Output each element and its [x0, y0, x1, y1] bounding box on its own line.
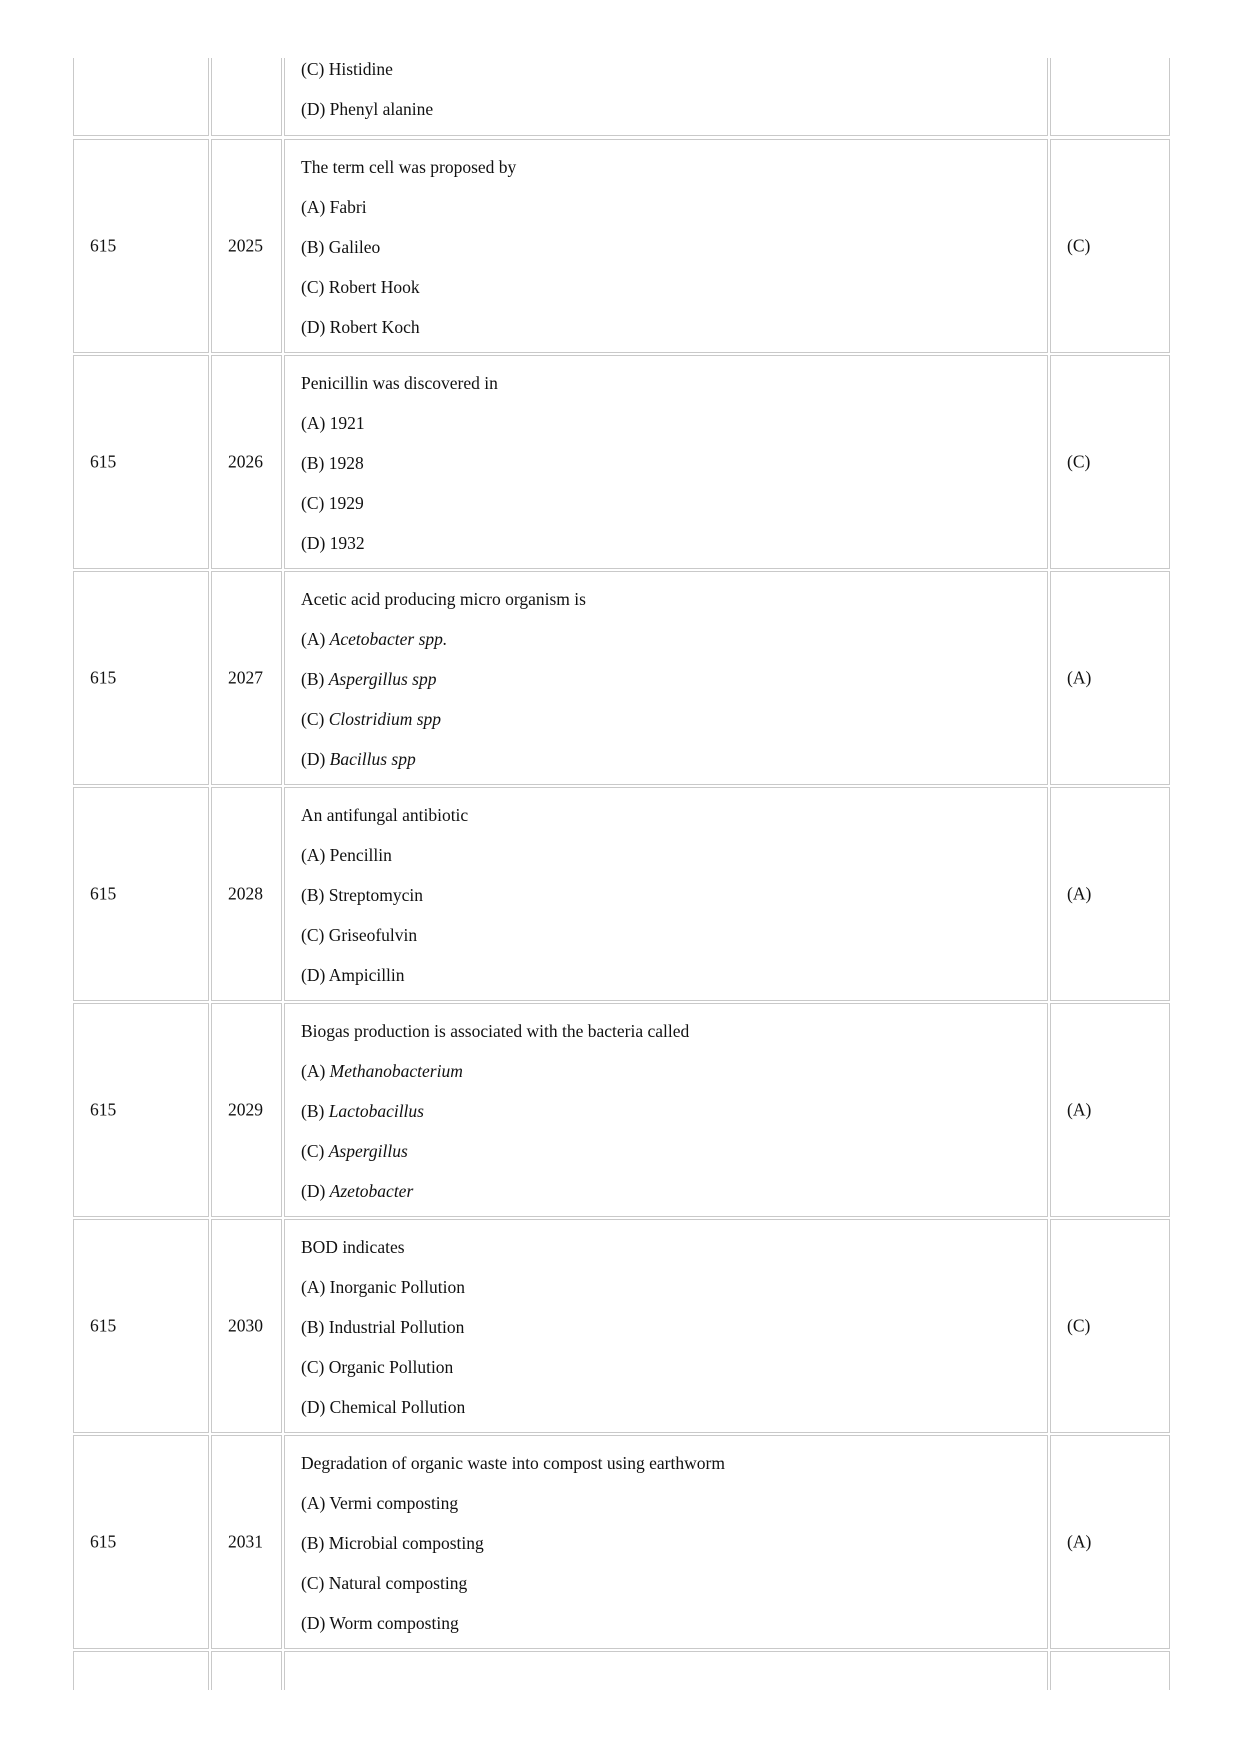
answer-value: (C) [1067, 1315, 1091, 1336]
answer-value: (A) [1067, 1531, 1092, 1552]
question-cell [284, 787, 1048, 1001]
option-text: Worm composting [329, 1613, 459, 1633]
option-text: Acetobacter spp. [329, 629, 448, 649]
option-label: (B) [301, 885, 329, 905]
partial-row-cell [1050, 1651, 1170, 1690]
option-label: (A) [301, 197, 330, 217]
code-cell [73, 139, 209, 353]
answer-cell [1050, 139, 1170, 353]
option-line [301, 452, 1037, 492]
question-number: 2030 [228, 1315, 263, 1336]
option-label: (B) [301, 669, 329, 689]
code-cell [73, 571, 209, 785]
option-line [301, 492, 1037, 532]
question-number: 2028 [228, 883, 263, 904]
option-label: (D) [301, 99, 330, 119]
code-cell [73, 1219, 209, 1433]
option-label: (D) [301, 749, 330, 769]
answer-cell [1050, 1003, 1170, 1217]
option-label: (C) [301, 59, 329, 79]
option-line [301, 1532, 1037, 1572]
option-line [301, 276, 1037, 316]
answer-cell [1050, 1219, 1170, 1433]
option-text: Lactobacillus [328, 1101, 424, 1121]
question-number-cell [211, 1003, 282, 1217]
question-cell [284, 1435, 1048, 1649]
option-text: 1929 [328, 493, 364, 513]
option-line [301, 1612, 1037, 1652]
question-number-cell [211, 787, 282, 1001]
option-label: (D) [301, 533, 330, 553]
option-line [301, 1356, 1037, 1396]
option-line [301, 668, 1037, 708]
option-label: (C) [301, 493, 329, 513]
option-line [301, 1140, 1037, 1180]
option-label: (D) [301, 1181, 330, 1201]
option-label: (B) [301, 1101, 329, 1121]
answer-value: (C) [1067, 451, 1091, 472]
question-text: Penicillin was discovered in [301, 373, 498, 393]
option-label: (C) [301, 709, 329, 729]
code-value: 615 [90, 883, 117, 904]
question-number: 2029 [228, 1099, 263, 1120]
option-text: Robert Hook [328, 277, 420, 297]
option-line [301, 1180, 1037, 1220]
option-label: (A) [301, 1277, 330, 1297]
option-label: (C) [301, 925, 329, 945]
option-text: Galileo [328, 237, 381, 257]
code-cell [73, 787, 209, 1001]
option-label: (B) [301, 1317, 329, 1337]
partial-row-cell [1050, 58, 1170, 136]
option-text: Industrial Pollution [328, 1317, 465, 1337]
question-text: BOD indicates [301, 1237, 405, 1257]
partial-row-cell [211, 58, 282, 136]
question-cell [284, 355, 1048, 569]
question-text: Degradation of organic waste into compost using earthworm [301, 1453, 725, 1473]
option-text: Griseofulvin [328, 925, 418, 945]
question-number-cell [211, 355, 282, 569]
partial-row-cell [284, 58, 1048, 136]
option-line [301, 236, 1037, 276]
question-block [301, 804, 1037, 1004]
option-text: Chemical Pollution [329, 1397, 466, 1417]
option-line [301, 1492, 1037, 1532]
code-value: 615 [90, 1099, 117, 1120]
option-label: (A) [301, 845, 330, 865]
option-text: Histidine [328, 59, 393, 79]
option-text: Vermi composting [329, 1493, 459, 1513]
partial-row-cell [284, 1651, 1048, 1690]
question-cell [284, 571, 1048, 785]
question-number: 2026 [228, 451, 263, 472]
answer-value: (A) [1067, 1099, 1092, 1120]
option-line [301, 532, 1037, 572]
code-value: 615 [90, 1531, 117, 1552]
option-label: (D) [301, 317, 330, 337]
option-label: (B) [301, 237, 329, 257]
option-line [301, 1572, 1037, 1612]
option-text: Aspergillus [328, 1141, 408, 1161]
code-value: 615 [90, 235, 117, 256]
question-text: Acetic acid producing micro organism is [301, 589, 586, 609]
question-cell [284, 1003, 1048, 1217]
option-label: (C) [301, 1141, 329, 1161]
option-label: (D) [301, 1397, 330, 1417]
option-line [301, 628, 1037, 668]
question-block [301, 372, 1037, 572]
question-number: 2031 [228, 1531, 263, 1552]
code-value: 615 [90, 667, 117, 688]
option-text: Streptomycin [328, 885, 423, 905]
option-line [301, 1276, 1037, 1316]
code-value: 615 [90, 1315, 117, 1336]
option-label: (A) [301, 1061, 330, 1081]
answer-value: (A) [1067, 883, 1092, 904]
option-label: (D) [301, 965, 329, 985]
question-cell [284, 139, 1048, 353]
code-cell [73, 1435, 209, 1649]
question-block [301, 1020, 1037, 1220]
question-options [301, 58, 1037, 138]
question-number-cell [211, 1219, 282, 1433]
option-line [301, 1316, 1037, 1356]
option-label: (B) [301, 1533, 329, 1553]
option-text: Phenyl alanine [329, 99, 434, 119]
code-cell [73, 355, 209, 569]
partial-row-cell [73, 1651, 209, 1690]
option-text: Natural composting [328, 1573, 468, 1593]
question-text: The term cell was proposed by [301, 157, 517, 177]
question-cell [284, 1219, 1048, 1433]
option-line [301, 98, 1037, 138]
question-block [301, 1236, 1037, 1436]
option-text: Clostridium spp [328, 709, 442, 729]
option-label: (C) [301, 1357, 329, 1377]
option-line [301, 1100, 1037, 1140]
question-text: Biogas production is associated with the bacteria called [301, 1021, 690, 1041]
option-line [301, 316, 1037, 356]
question-block [301, 588, 1037, 788]
option-line [301, 844, 1037, 884]
option-line [301, 924, 1037, 964]
option-label: (A) [301, 629, 330, 649]
question-block [301, 156, 1037, 356]
option-line [301, 964, 1037, 1004]
answer-cell [1050, 787, 1170, 1001]
option-label: (A) [301, 413, 330, 433]
option-line [301, 58, 1037, 98]
option-label: (A) [301, 1493, 330, 1513]
option-text: Pencillin [329, 845, 392, 865]
option-text: Aspergillus spp [328, 669, 437, 689]
answer-cell [1050, 1435, 1170, 1649]
code-value: 615 [90, 451, 117, 472]
option-line [301, 412, 1037, 452]
question-number: 2027 [228, 667, 263, 688]
answer-cell [1050, 355, 1170, 569]
option-text: Organic Pollution [328, 1357, 454, 1377]
answer-value: (C) [1067, 235, 1091, 256]
option-line [301, 196, 1037, 236]
option-text: 1932 [329, 533, 365, 553]
option-label: (D) [301, 1613, 330, 1633]
option-text: Methanobacterium [329, 1061, 463, 1081]
code-cell [73, 1003, 209, 1217]
question-number-cell [211, 571, 282, 785]
option-label: (C) [301, 277, 329, 297]
question-text: An antifungal antibiotic [301, 805, 469, 825]
option-line [301, 1060, 1037, 1100]
option-text: Fabri [329, 197, 367, 217]
option-text: Microbial composting [328, 1533, 484, 1553]
question-number: 2025 [228, 235, 263, 256]
option-line [301, 884, 1037, 924]
option-text: Ampicillin [328, 965, 405, 985]
partial-row-cell [211, 1651, 282, 1690]
option-text: 1928 [328, 453, 364, 473]
option-text: Inorganic Pollution [329, 1277, 465, 1297]
option-text: Robert Koch [329, 317, 420, 337]
option-line [301, 1396, 1037, 1436]
partial-row-cell [73, 58, 209, 136]
question-block [301, 1452, 1037, 1652]
option-line [301, 748, 1037, 788]
option-text: 1921 [329, 413, 365, 433]
option-line [301, 708, 1037, 748]
option-text: Azetobacter [329, 1181, 414, 1201]
option-label: (B) [301, 453, 329, 473]
option-label: (C) [301, 1573, 329, 1593]
answer-value: (A) [1067, 667, 1092, 688]
question-number-cell [211, 1435, 282, 1649]
answer-cell [1050, 571, 1170, 785]
option-text: Bacillus spp [329, 749, 416, 769]
question-number-cell [211, 139, 282, 353]
